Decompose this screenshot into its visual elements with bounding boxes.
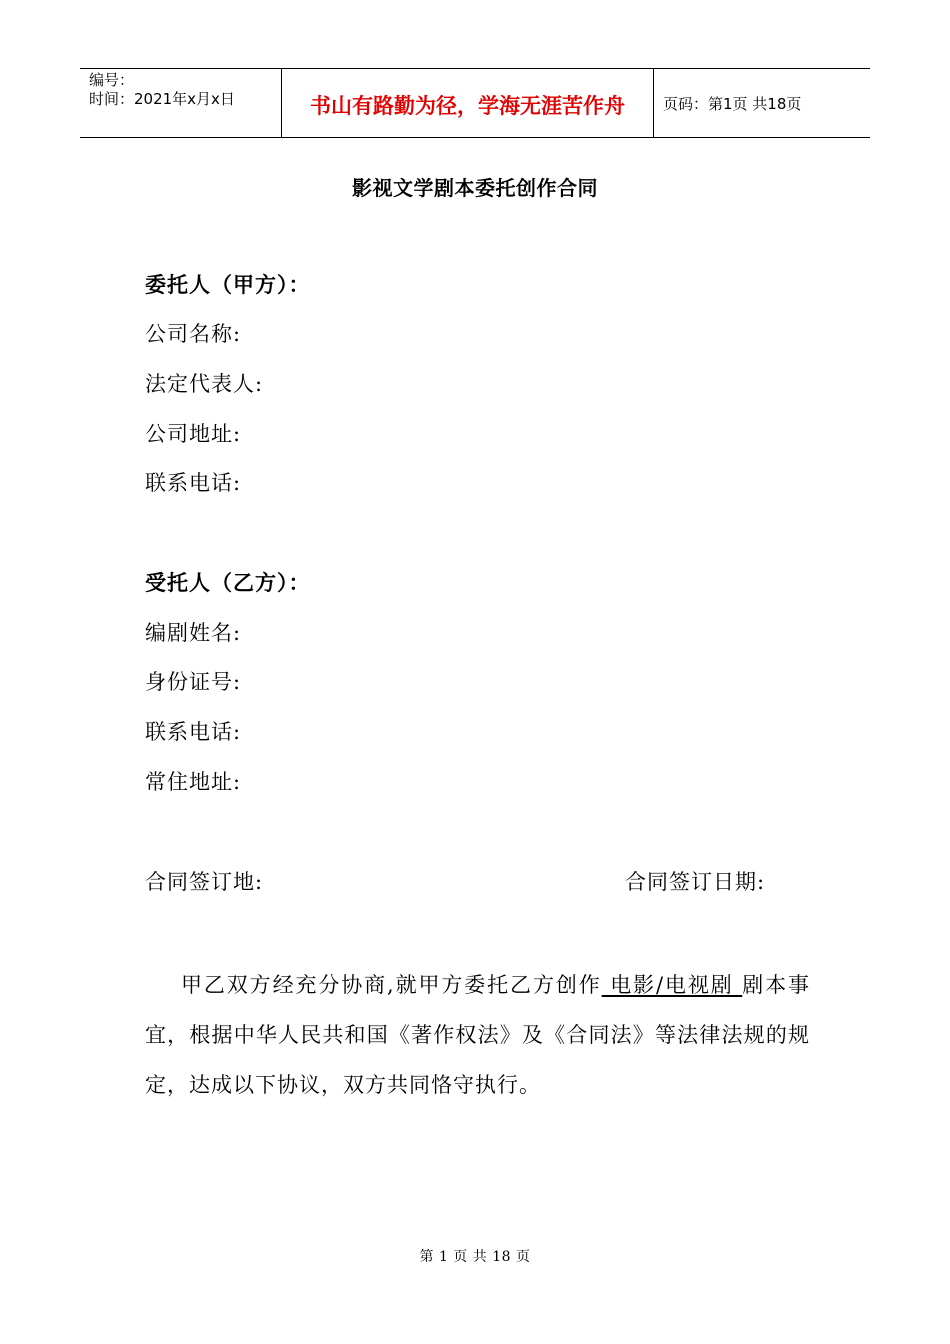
party-b-phone: 联系电话: [145,720,242,744]
signing-place-label: 合同签订地: [145,870,264,894]
page-footer: 第 1 页 共 18 页 [419,1249,531,1265]
party-a-heading: 委托人（甲方）： [145,272,311,297]
party-a-legal-rep: 法定代表人: [145,372,264,396]
party-a-phone: 联系电话: [145,471,242,495]
party-b-address: 常住地址: [145,770,242,794]
header-page-cell [654,69,870,137]
header-meta-cell [80,69,282,137]
intro-paragraph [145,960,810,1110]
intro-text-after: 剧本事宜，根据中华人民共和国《著作权法》及《合同法》等法律法规的规定，达成以下协议，双方共同恪守执行。 [145,973,811,1097]
work-type-underlined: 电影/电视剧 [601,973,743,997]
intro-text-before: 甲乙双方经充分协商,就甲方委托乙方创作 [181,973,602,997]
party-a-company-address: 公司地址: [145,422,242,446]
document-time-label: 时间：2021年x月x日 [89,90,235,108]
party-b-heading: 受托人（乙方）： [145,570,311,595]
party-a-company-name: 公司名称: [145,322,242,346]
document-title: 影视文学剧本委托创作合同 [352,176,598,200]
header-page-label: 页码：第1页 共18页 [663,94,802,113]
document-number-label: 编号： [89,71,135,89]
signing-date-label: 合同签订日期: [625,870,766,894]
header-motto: 书山有路勤为径，学海无涯苦作舟 [310,94,625,118]
party-b-writer-name: 编剧姓名: [145,621,242,645]
party-b-id-number: 身份证号: [145,670,242,694]
document-header [80,68,870,138]
header-motto-cell [282,69,654,137]
